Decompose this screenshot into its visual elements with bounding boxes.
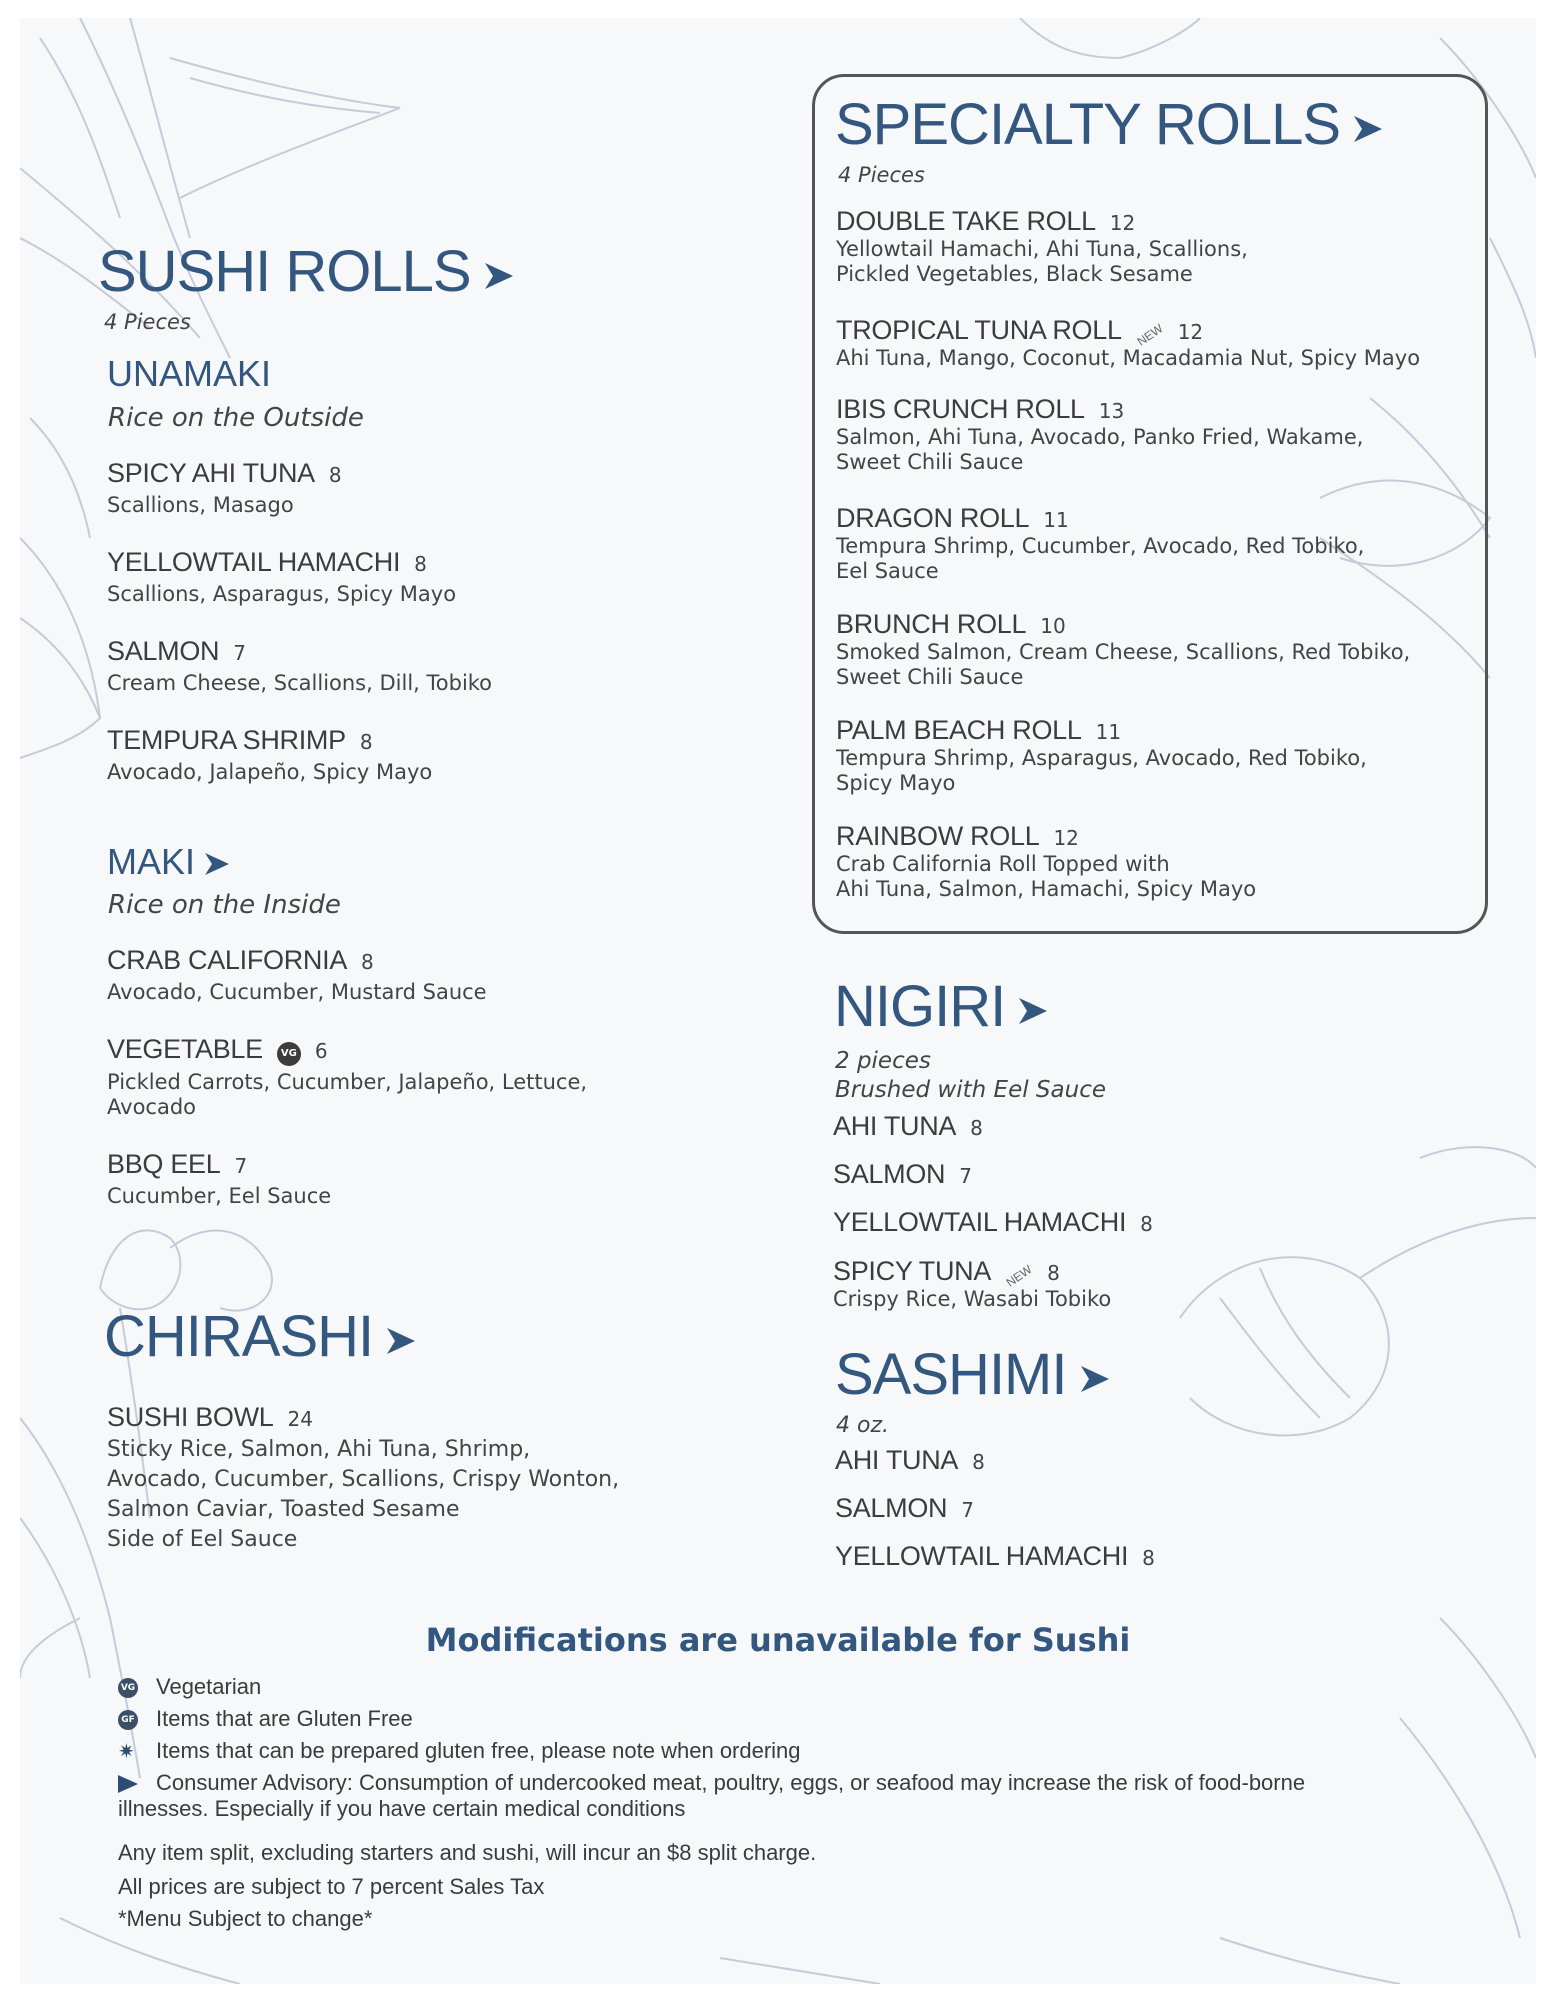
nigiri-note: Brushed with Eel Sauce (835, 1077, 1106, 1103)
item-price: 8 (1142, 1546, 1155, 1570)
item-name: DOUBLE TAKE ROLL (836, 206, 1096, 236)
item-price: 8 (361, 950, 374, 974)
menu-item (836, 609, 1410, 690)
menu-page (20, 18, 1536, 1984)
item-description: Avocado, Jalapeño, Spicy Mayo (107, 760, 433, 784)
item-price: 7 (234, 1154, 248, 1178)
item-price: 7 (959, 1164, 972, 1188)
nigiri-title: NIGIRI (834, 974, 1006, 1039)
menu-item (836, 503, 1364, 584)
menu-item (836, 394, 1363, 475)
vegetarian-icon: VG (118, 1678, 138, 1698)
item-description: Crab California Roll Topped with (836, 852, 1170, 876)
item-price: 12 (1177, 320, 1204, 344)
unamaki-subtitle: Rice on the Outside (108, 403, 364, 433)
item-description: Salmon Caviar, Toasted Sesame (107, 1497, 460, 1522)
item-description: Salmon, Ahi Tuna, Avocado, Panko Fried, Wakame, (836, 425, 1364, 449)
advisory-arrow-icon (387, 1328, 415, 1354)
item-name: BRUNCH ROLL (836, 609, 1027, 639)
item-name: YELLOWTAIL HAMACHI (833, 1207, 1127, 1237)
item-name: SALMON (107, 636, 220, 666)
advisory-arrow-icon (1354, 116, 1382, 142)
item-name: SPICY TUNA (833, 1256, 992, 1286)
menu-item (107, 1034, 587, 1120)
item-description: Cream Cheese, Scallions, Dill, Tobiko (107, 671, 493, 695)
sashimi-title: SASHIMI (835, 1342, 1067, 1407)
specialty-rolls-pieces: 4 Pieces (838, 163, 925, 187)
advisory-arrow-icon (1081, 1366, 1109, 1392)
item-price: 12 (1109, 211, 1136, 235)
menu-item (836, 315, 1420, 371)
item-name: SALMON (833, 1159, 946, 1189)
menu-item (833, 1207, 1153, 1238)
item-name: PALM BEACH ROLL (836, 715, 1082, 745)
chirashi-title: CHIRASHI (104, 1304, 374, 1369)
stem-left (20, 418, 100, 758)
item-name: CRAB CALIFORNIA (107, 945, 348, 975)
legend-item (118, 1738, 801, 1764)
item-price: 11 (1095, 720, 1122, 744)
menu-item (836, 206, 1248, 287)
item-description: Ahi Tuna, Mango, Coconut, Macadamia Nut, Spicy Mayo (836, 346, 1421, 370)
vegetarian-badge-icon: VG (277, 1042, 301, 1066)
item-description: Avocado, Cucumber, Mustard Sauce (107, 980, 487, 1004)
flower-right-middle (1180, 1147, 1536, 1938)
menu-item (107, 945, 487, 1005)
item-description: Spicy Mayo (836, 771, 956, 795)
item-price: 24 (287, 1407, 313, 1431)
maki-title: MAKI (107, 841, 196, 882)
menu-item (835, 1541, 1155, 1572)
menu-item (107, 1149, 331, 1209)
gluten-free-icon: GF (118, 1710, 138, 1730)
item-description: Pickled Vegetables, Black Sesame (836, 262, 1193, 286)
item-price: 13 (1098, 399, 1125, 423)
item-name: TROPICAL TUNA ROLL (836, 315, 1122, 345)
sushi-rolls-title: SUSHI ROLLS (98, 239, 471, 304)
item-price: 6 (314, 1039, 328, 1063)
advisory-arrow-icon (1019, 998, 1047, 1024)
item-description: Ahi Tuna, Salmon, Hamachi, Spicy Mayo (836, 877, 1257, 901)
menu-change-note: *Menu Subject to change* (118, 1906, 373, 1931)
item-name: YELLOWTAIL HAMACHI (107, 547, 401, 577)
item-description: Sticky Rice, Salmon, Ahi Tuna, Shrimp, (107, 1437, 531, 1462)
menu-item (835, 1445, 985, 1476)
item-name: RAINBOW ROLL (836, 821, 1040, 851)
leaf-top-left (20, 18, 400, 358)
menu-item (107, 725, 432, 785)
menu-item (835, 1493, 974, 1524)
item-description: Crispy Rice, Wasabi Tobiko (833, 1287, 1112, 1311)
modifications-notice: Modifications are unavailable for Sushi (425, 1621, 1131, 1659)
item-name: YELLOWTAIL HAMACHI (835, 1541, 1129, 1571)
item-price: 10 (1040, 614, 1066, 638)
unamaki-title: UNAMAKI (107, 353, 272, 394)
item-description: Side of Eel Sauce (107, 1527, 298, 1552)
maki-heading (107, 841, 229, 882)
item-description: Tempura Shrimp, Asparagus, Avocado, Red Tobiko, (836, 746, 1367, 770)
advisory-text-line2: illnesses. Especially if you have certain medical conditions (118, 1796, 686, 1821)
item-description: Avocado, Cucumber, Scallions, Crispy Wonton, (107, 1467, 620, 1492)
consumer-advisory (118, 1770, 1305, 1796)
menu-item (107, 636, 492, 696)
new-tag-icon: NEW (1134, 320, 1166, 349)
item-price: 11 (1043, 508, 1069, 532)
split-charge-note: Any item split, excluding starters and sushi, will incur an $8 split charge. (118, 1840, 817, 1865)
item-price: 8 (328, 463, 342, 487)
nigiri-heading (834, 974, 1047, 1039)
item-name: DRAGON ROLL (836, 503, 1030, 533)
menu-item (836, 821, 1256, 902)
item-name: IBIS CRUNCH ROLL (836, 394, 1085, 424)
gluten-free-optional-icon: ✷ (118, 1741, 135, 1763)
legend-text: Vegetarian (156, 1674, 262, 1699)
item-price: 8 (1047, 1261, 1060, 1285)
maki-subtitle: Rice on the Inside (108, 890, 341, 920)
item-price: 7 (961, 1498, 974, 1522)
chirashi-heading (104, 1304, 415, 1369)
item-description: Scallions, Masago (107, 493, 294, 517)
item-name: TEMPURA SHRIMP (107, 725, 346, 755)
menu-item (836, 715, 1367, 796)
sales-tax-note: All prices are subject to 7 percent Sales Tax (118, 1874, 545, 1899)
specialty-rolls-heading (835, 92, 1382, 157)
item-description: Scallions, Asparagus, Spicy Mayo (107, 582, 457, 606)
advisory-arrow-icon (205, 853, 229, 875)
item-description: Cucumber, Eel Sauce (107, 1184, 332, 1208)
item-name: SUSHI BOWL (107, 1402, 274, 1432)
legend-text: Items that can be prepared gluten free, please note when ordering (156, 1738, 801, 1763)
item-price: 8 (970, 1116, 983, 1140)
sashimi-heading (835, 1342, 1109, 1407)
specialty-rolls-title: SPECIALTY ROLLS (835, 92, 1341, 157)
item-price: 8 (359, 730, 373, 754)
item-description: Tempura Shrimp, Cucumber, Avocado, Red Tobiko, (836, 534, 1365, 558)
item-description: Sweet Chili Sauce (836, 665, 1024, 689)
menu-item (833, 1256, 1111, 1312)
sushi-rolls-heading (98, 239, 513, 304)
item-price: 12 (1053, 826, 1079, 850)
item-name: SPICY AHI TUNA (107, 458, 315, 488)
legend-text: Items that are Gluten Free (156, 1706, 413, 1731)
nigiri-pieces: 2 pieces (835, 1048, 931, 1074)
sashimi-weight: 4 oz. (836, 1413, 889, 1438)
item-description: Avocado (107, 1094, 197, 1119)
item-description: Yellowtail Hamachi, Ahi Tuna, Scallions, (836, 237, 1248, 261)
menu-item (833, 1111, 983, 1142)
advisory-arrow-icon (118, 1775, 138, 1793)
item-description: Eel Sauce (836, 559, 939, 583)
sushi-rolls-pieces: 4 Pieces (104, 310, 191, 334)
item-description: Smoked Salmon, Cream Cheese, Scallions, Red Tobiko, (836, 640, 1411, 664)
legend-item (118, 1706, 413, 1732)
menu-item (107, 458, 342, 518)
item-price: 7 (233, 641, 246, 665)
item-price: 8 (972, 1450, 985, 1474)
advisory-text-line1: Consumer Advisory: Consumption of undercooked meat, poultry, eggs, or seafood may increase the risk of food-borne (156, 1770, 1306, 1795)
menu-item (833, 1159, 972, 1190)
legend-item (118, 1674, 261, 1700)
new-tag-icon: NEW (1003, 1261, 1035, 1290)
menu-item (107, 1402, 619, 1555)
advisory-arrow-icon (485, 263, 513, 289)
item-price: 8 (414, 552, 427, 576)
item-name: VEGETABLE (107, 1034, 263, 1064)
item-name: BBQ EEL (107, 1149, 221, 1179)
item-price: 8 (1140, 1212, 1153, 1236)
item-name: AHI TUNA (835, 1445, 959, 1475)
item-name: SALMON (835, 1493, 948, 1523)
menu-item (107, 547, 456, 607)
item-description: Pickled Carrots, Cucumber, Jalapeño, Lettuce, (107, 1069, 588, 1094)
item-description: Sweet Chili Sauce (836, 450, 1024, 474)
item-name: AHI TUNA (833, 1111, 957, 1141)
